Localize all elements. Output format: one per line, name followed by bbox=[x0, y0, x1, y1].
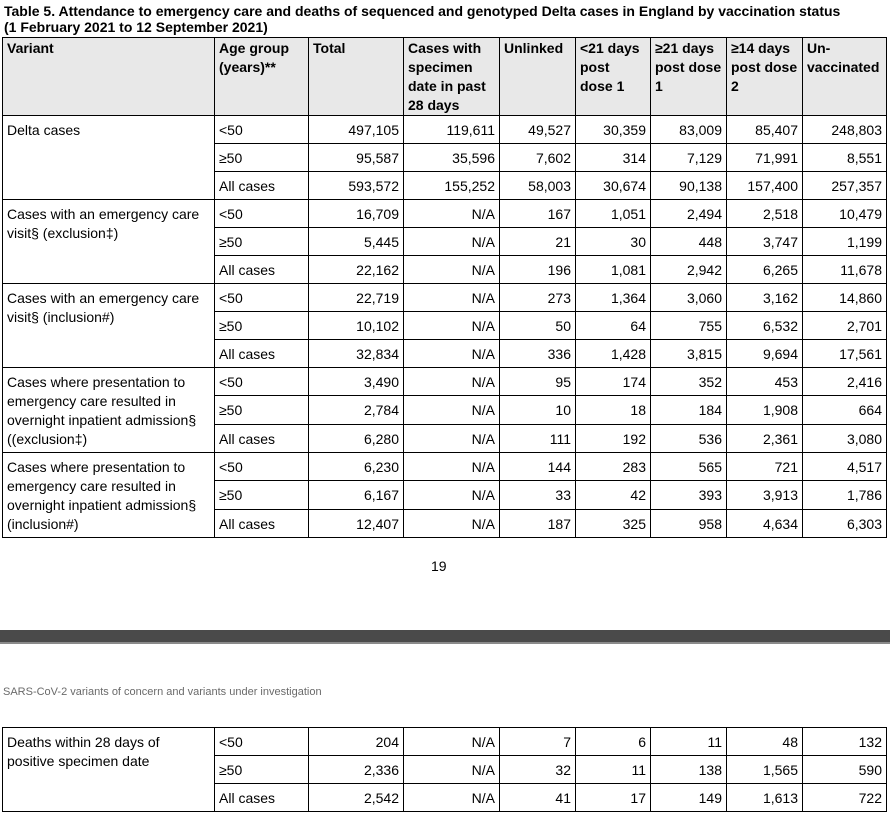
value-cell: 2,494 bbox=[651, 200, 727, 228]
value-cell: 90,138 bbox=[651, 172, 727, 200]
age-group-cell: All cases bbox=[215, 172, 309, 200]
value-cell: N/A bbox=[404, 424, 500, 452]
value-cell: 6,532 bbox=[727, 312, 803, 340]
age-group-cell: <50 bbox=[215, 453, 309, 481]
value-cell: N/A bbox=[404, 756, 500, 784]
value-cell: 187 bbox=[500, 509, 576, 537]
value-cell: 565 bbox=[651, 453, 727, 481]
value-cell: 17 bbox=[576, 784, 651, 812]
value-cell: 393 bbox=[651, 481, 727, 509]
value-cell: 453 bbox=[727, 368, 803, 396]
header-lt21-dose1: <21 days post dose 1 bbox=[576, 38, 651, 116]
value-cell: 10,479 bbox=[803, 200, 887, 228]
value-cell: 721 bbox=[727, 453, 803, 481]
deaths-table bbox=[2, 727, 887, 812]
value-cell: 1,428 bbox=[576, 340, 651, 368]
value-cell: 2,416 bbox=[803, 368, 887, 396]
value-cell: N/A bbox=[404, 728, 500, 756]
value-cell: 536 bbox=[651, 424, 727, 452]
value-cell: 174 bbox=[576, 368, 651, 396]
value-cell: 248,803 bbox=[803, 116, 887, 144]
value-cell: 3,060 bbox=[651, 284, 727, 312]
value-cell: 132 bbox=[803, 728, 887, 756]
age-group-cell: All cases bbox=[215, 424, 309, 452]
value-cell: 2,361 bbox=[727, 424, 803, 452]
value-cell: 111 bbox=[500, 424, 576, 452]
value-cell: 2,336 bbox=[309, 756, 404, 784]
variant-label: Cases with an emergency care visit§ (inclusion#) bbox=[3, 284, 215, 368]
value-cell: 8,551 bbox=[803, 144, 887, 172]
header-unvaccinated: Un-vaccinated bbox=[803, 38, 887, 116]
value-cell: 1,786 bbox=[803, 481, 887, 509]
age-group-cell: ≥50 bbox=[215, 396, 309, 424]
value-cell: 50 bbox=[500, 312, 576, 340]
header-age-group: Age group (years)** bbox=[215, 38, 309, 116]
page-break-divider bbox=[0, 630, 890, 642]
value-cell: 64 bbox=[576, 312, 651, 340]
value-cell: 58,003 bbox=[500, 172, 576, 200]
value-cell: 1,199 bbox=[803, 228, 887, 256]
value-cell: 11 bbox=[651, 728, 727, 756]
value-cell: 3,080 bbox=[803, 424, 887, 452]
value-cell: 9,694 bbox=[727, 340, 803, 368]
value-cell: 1,081 bbox=[576, 256, 651, 284]
value-cell: 3,747 bbox=[727, 228, 803, 256]
age-group-cell: All cases bbox=[215, 256, 309, 284]
value-cell: N/A bbox=[404, 481, 500, 509]
value-cell: 2,518 bbox=[727, 200, 803, 228]
value-cell: 48 bbox=[727, 728, 803, 756]
value-cell: 6,303 bbox=[803, 509, 887, 537]
value-cell: 6 bbox=[576, 728, 651, 756]
value-cell: 138 bbox=[651, 756, 727, 784]
value-cell: N/A bbox=[404, 453, 500, 481]
value-cell: 35,596 bbox=[404, 144, 500, 172]
value-cell: 314 bbox=[576, 144, 651, 172]
value-cell: N/A bbox=[404, 396, 500, 424]
value-cell: 352 bbox=[651, 368, 727, 396]
value-cell: 32,834 bbox=[309, 340, 404, 368]
table-row bbox=[3, 116, 887, 144]
age-group-cell: ≥50 bbox=[215, 481, 309, 509]
value-cell: 144 bbox=[500, 453, 576, 481]
value-cell: N/A bbox=[404, 509, 500, 537]
value-cell: 119,611 bbox=[404, 116, 500, 144]
value-cell: 6,280 bbox=[309, 424, 404, 452]
age-group-cell: ≥50 bbox=[215, 756, 309, 784]
value-cell: 192 bbox=[576, 424, 651, 452]
value-cell: 11 bbox=[576, 756, 651, 784]
value-cell: 1,908 bbox=[727, 396, 803, 424]
value-cell: 30,674 bbox=[576, 172, 651, 200]
value-cell: 204 bbox=[309, 728, 404, 756]
value-cell: 12,407 bbox=[309, 509, 404, 537]
running-header: SARS-CoV-2 variants of concern and variants under investigation bbox=[3, 686, 322, 698]
caption-line-2: (1 February 2021 to 12 September 2021) bbox=[4, 19, 268, 35]
value-cell: 664 bbox=[803, 396, 887, 424]
table-row bbox=[3, 200, 887, 228]
value-cell: 2,542 bbox=[309, 784, 404, 812]
age-group-cell: All cases bbox=[215, 340, 309, 368]
value-cell: 7,602 bbox=[500, 144, 576, 172]
value-cell: 590 bbox=[803, 756, 887, 784]
value-cell: 184 bbox=[651, 396, 727, 424]
value-cell: 5,445 bbox=[309, 228, 404, 256]
value-cell: 497,105 bbox=[309, 116, 404, 144]
table-row bbox=[3, 284, 887, 312]
value-cell: 10,102 bbox=[309, 312, 404, 340]
age-group-cell: ≥50 bbox=[215, 312, 309, 340]
value-cell: 755 bbox=[651, 312, 727, 340]
table-caption bbox=[4, 3, 888, 35]
value-cell: 1,565 bbox=[727, 756, 803, 784]
value-cell: 167 bbox=[500, 200, 576, 228]
value-cell: 7 bbox=[500, 728, 576, 756]
value-cell: 4,517 bbox=[803, 453, 887, 481]
value-cell: 2,784 bbox=[309, 396, 404, 424]
value-cell: 958 bbox=[651, 509, 727, 537]
value-cell: N/A bbox=[404, 200, 500, 228]
value-cell: N/A bbox=[404, 284, 500, 312]
value-cell: 2,942 bbox=[651, 256, 727, 284]
value-cell: 157,400 bbox=[727, 172, 803, 200]
value-cell: 3,490 bbox=[309, 368, 404, 396]
age-group-cell: <50 bbox=[215, 284, 309, 312]
value-cell: 17,561 bbox=[803, 340, 887, 368]
value-cell: 1,364 bbox=[576, 284, 651, 312]
value-cell: 4,634 bbox=[727, 509, 803, 537]
age-group-cell: All cases bbox=[215, 509, 309, 537]
value-cell: N/A bbox=[404, 228, 500, 256]
value-cell: 33 bbox=[500, 481, 576, 509]
caption-line-1: Table 5. Attendance to emergency care and deaths of sequenced and genotyped Delta cases in England by vaccination status bbox=[4, 3, 841, 19]
value-cell: 3,815 bbox=[651, 340, 727, 368]
value-cell: 11,678 bbox=[803, 256, 887, 284]
value-cell: 21 bbox=[500, 228, 576, 256]
value-cell: 6,265 bbox=[727, 256, 803, 284]
value-cell: 722 bbox=[803, 784, 887, 812]
value-cell: N/A bbox=[404, 784, 500, 812]
value-cell: 155,252 bbox=[404, 172, 500, 200]
value-cell: 85,407 bbox=[727, 116, 803, 144]
table-row bbox=[3, 728, 887, 756]
value-cell: 593,572 bbox=[309, 172, 404, 200]
header-row bbox=[3, 38, 887, 116]
value-cell: 1,613 bbox=[727, 784, 803, 812]
attendance-table bbox=[2, 37, 887, 538]
value-cell: 283 bbox=[576, 453, 651, 481]
value-cell: 30,359 bbox=[576, 116, 651, 144]
age-group-cell: <50 bbox=[215, 116, 309, 144]
page-number: 19 bbox=[431, 558, 447, 574]
value-cell: 6,167 bbox=[309, 481, 404, 509]
value-cell: 71,991 bbox=[727, 144, 803, 172]
header-variant: Variant bbox=[3, 38, 215, 116]
variant-label: Delta cases bbox=[3, 116, 215, 200]
value-cell: 95,587 bbox=[309, 144, 404, 172]
value-cell: 83,009 bbox=[651, 116, 727, 144]
age-group-cell: <50 bbox=[215, 200, 309, 228]
variant-label: Cases with an emergency care visit§ (exclusion‡) bbox=[3, 200, 215, 284]
value-cell: 149 bbox=[651, 784, 727, 812]
age-group-cell: <50 bbox=[215, 368, 309, 396]
value-cell: 30 bbox=[576, 228, 651, 256]
value-cell: 448 bbox=[651, 228, 727, 256]
value-cell: 2,701 bbox=[803, 312, 887, 340]
header-total: Total bbox=[309, 38, 404, 116]
value-cell: 41 bbox=[500, 784, 576, 812]
table-row bbox=[3, 368, 887, 396]
variant-label: Cases where presentation to emergency care resulted in overnight inpatient admission§ (inclusion#) bbox=[3, 453, 215, 538]
value-cell: 257,357 bbox=[803, 172, 887, 200]
value-cell: 22,162 bbox=[309, 256, 404, 284]
value-cell: 6,230 bbox=[309, 453, 404, 481]
value-cell: 95 bbox=[500, 368, 576, 396]
value-cell: 32 bbox=[500, 756, 576, 784]
variant-label: Deaths within 28 days of positive specimen date bbox=[3, 728, 215, 812]
value-cell: 18 bbox=[576, 396, 651, 424]
value-cell: 14,860 bbox=[803, 284, 887, 312]
age-group-cell: All cases bbox=[215, 784, 309, 812]
value-cell: 10 bbox=[500, 396, 576, 424]
header-ge14-dose2: ≥14 days post dose 2 bbox=[727, 38, 803, 116]
value-cell: N/A bbox=[404, 256, 500, 284]
page-break-divider-shadow bbox=[0, 642, 890, 644]
header-past-28-days: Cases with specimen date in past 28 days bbox=[404, 38, 500, 116]
header-unlinked: Unlinked bbox=[500, 38, 576, 116]
value-cell: 1,051 bbox=[576, 200, 651, 228]
value-cell: 22,719 bbox=[309, 284, 404, 312]
table-row bbox=[3, 453, 887, 481]
age-group-cell: <50 bbox=[215, 728, 309, 756]
value-cell: N/A bbox=[404, 340, 500, 368]
value-cell: 336 bbox=[500, 340, 576, 368]
value-cell: 49,527 bbox=[500, 116, 576, 144]
value-cell: 3,162 bbox=[727, 284, 803, 312]
age-group-cell: ≥50 bbox=[215, 228, 309, 256]
header-ge21-dose1: ≥21 days post dose 1 bbox=[651, 38, 727, 116]
variant-label: Cases where presentation to emergency care resulted in overnight inpatient admission§ ((exclusion‡) bbox=[3, 368, 215, 453]
value-cell: N/A bbox=[404, 312, 500, 340]
value-cell: 273 bbox=[500, 284, 576, 312]
value-cell: 325 bbox=[576, 509, 651, 537]
value-cell: N/A bbox=[404, 368, 500, 396]
value-cell: 42 bbox=[576, 481, 651, 509]
value-cell: 7,129 bbox=[651, 144, 727, 172]
value-cell: 16,709 bbox=[309, 200, 404, 228]
age-group-cell: ≥50 bbox=[215, 144, 309, 172]
value-cell: 3,913 bbox=[727, 481, 803, 509]
value-cell: 196 bbox=[500, 256, 576, 284]
